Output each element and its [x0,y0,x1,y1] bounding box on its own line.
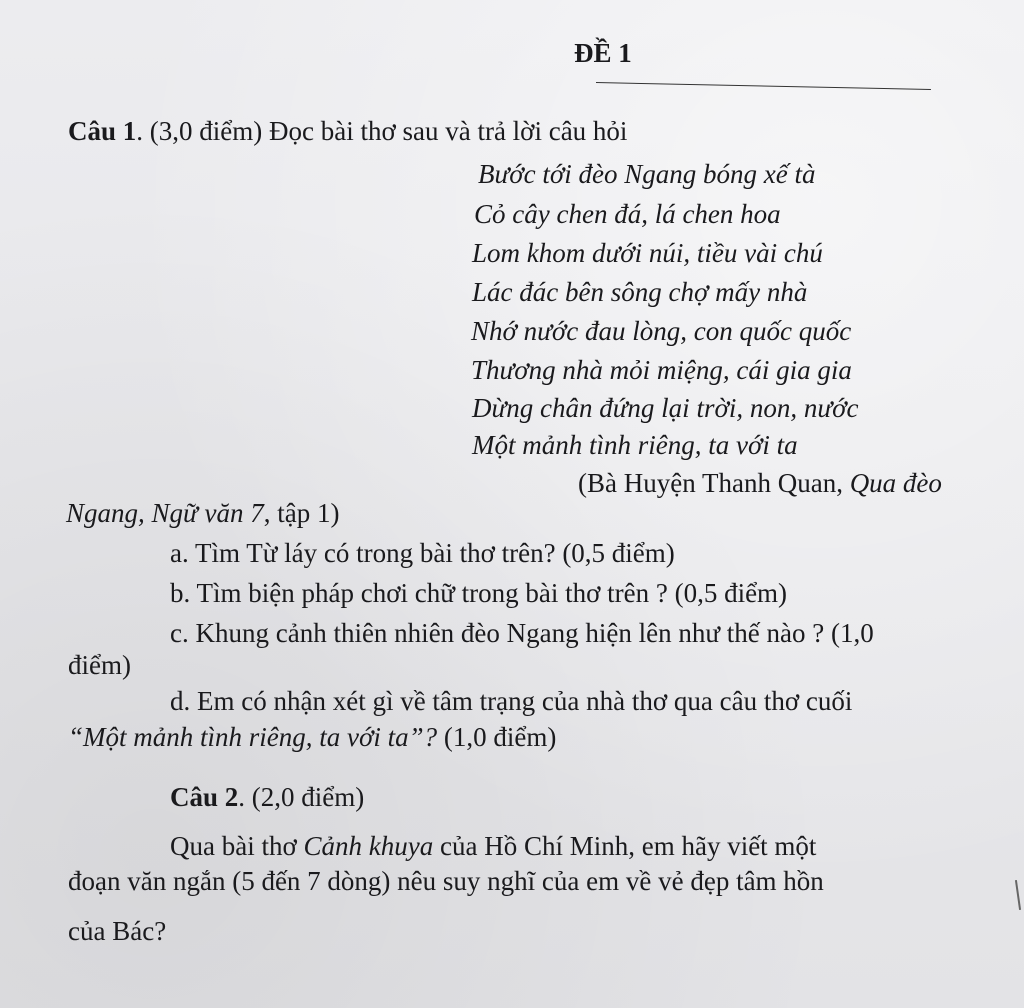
question-2-body-line-3: của Bác? [68,916,167,946]
poem-line: Dừng chân đứng lại trời, non, nước [472,393,859,423]
poem-source-book: Ngang, Ngữ văn 7 [66,498,264,528]
poem-source-author: (Bà Huyện Thanh Quan, [578,468,850,498]
poem-source-line-2 [66,500,339,527]
poem-source-line-1 [578,470,942,497]
poem-line: Bước tới đèo Ngang bóng xế tà [478,159,816,189]
sub-question-b: b. Tìm biện pháp chơi chữ trong bài thơ trên ? (0,5 điểm) [170,578,788,608]
sub-question-c-continued: điểm) [68,650,131,680]
sub-question-d: d. Em có nhận xét gì về tâm trạng của nhà thơ qua câu thơ cuối [170,686,853,716]
poem-line: Thương nhà mỏi miệng, cái gia gia [471,355,852,385]
poem-line: Cỏ cây chen đá, lá chen hoa [474,199,781,229]
question-2-poem-title: Cảnh khuya [303,831,434,861]
poem-line: Lác đác bên sông chợ mấy nhà [472,277,808,307]
exam-title: ĐỀ 1 [574,38,632,68]
sub-question-d-continued [68,724,556,751]
poem-line: Một mảnh tình riêng, ta với ta [472,430,798,460]
sub-question-d-points: (1,0 điểm) [437,722,557,752]
sub-question-d-quote: “Một mảnh tình riêng, ta với ta”? [68,722,438,752]
question-2-body-line-2: đoạn văn ngắn (5 đến 7 dòng) nêu suy nghĩ của em về vẻ đẹp tâm hồn [68,866,824,896]
question-1-intro: . (3,0 điểm) Đọc bài thơ sau và trả lời câu hỏi [136,116,628,146]
sub-question-c: c. Khung cảnh thiên nhiên đèo Ngang hiện lên như thế nào ? (1,0 [170,618,874,648]
question-2-body-line-1 [170,833,816,860]
poem-line: Nhớ nước đau lòng, con quốc quốc [471,316,852,346]
title-underline [596,82,931,90]
page-edge-mark [1015,880,1021,910]
question-2-text: Qua bài thơ [170,831,304,861]
sub-question-a: a. Tìm Từ láy có trong bài thơ trên? (0,5 điểm) [170,538,675,568]
question-2-label: Câu 2 [170,782,239,812]
question-2-heading [170,784,364,811]
question-2-points: . (2,0 điểm) [238,782,365,812]
poem-source-volume: , tập 1) [263,498,340,528]
poem-source-work-title: Qua đèo [849,468,942,498]
poem-line: Lom khom dưới núi, tiều vài chú [472,238,823,268]
question-1-heading [68,118,627,145]
question-2-text: của Hồ Chí Minh, em hãy viết một [433,831,817,861]
question-1-label: Câu 1 [68,116,137,146]
